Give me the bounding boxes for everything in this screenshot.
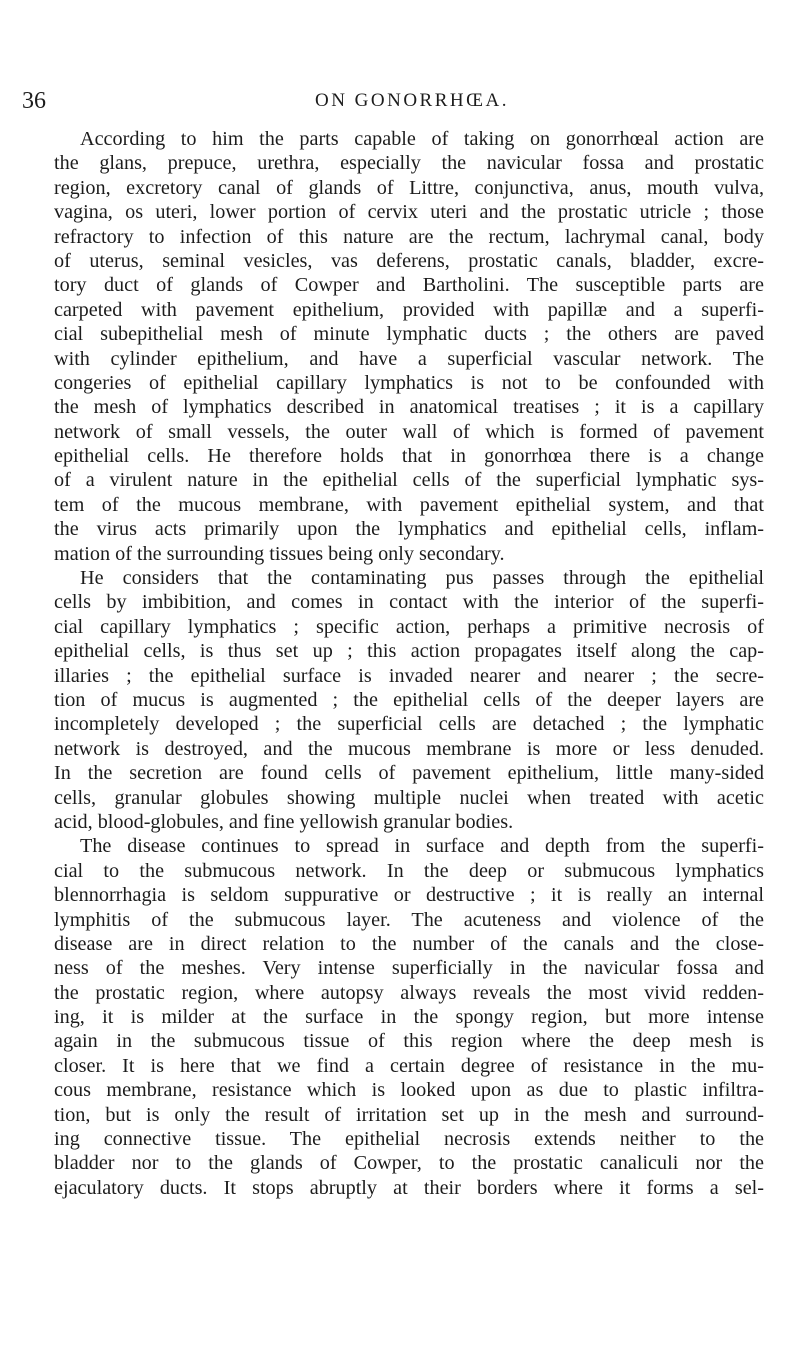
text-line: refractory to infection of this nature are the rectum, lachrymal canal, body bbox=[54, 225, 764, 248]
page-number: 36 bbox=[22, 88, 46, 114]
text-line: tem of the mucous membrane, with pavement epithelial system, and that bbox=[54, 493, 764, 516]
text-line: tion of mucus is augmented ; the epithelial cells of the deeper layers are bbox=[54, 688, 764, 711]
running-title: ON GONORRHŒA. bbox=[314, 90, 509, 111]
text-line: mation of the surrounding tissues being only secondary. bbox=[54, 542, 505, 565]
text-line: In the secretion are found cells of pavement epithelium, little many-sided bbox=[54, 762, 764, 785]
text-line: cial capillary lymphatics ; specific action, perhaps a primitive necrosis of bbox=[54, 615, 764, 638]
text-line: ness of the meshes. Very intense superficially in the navicular fossa and bbox=[54, 957, 764, 980]
text-line: vagina, os uteri, lower portion of cervix uteri and the prostatic utricle ; those bbox=[54, 201, 764, 224]
text-line: cial to the submucous network. In the deep or submucous lymphatics bbox=[54, 859, 764, 882]
text-line: disease are in direct relation to the number of the canals and the close- bbox=[54, 932, 764, 955]
text-line: ing, it is milder at the surface in the spongy region, but more intense bbox=[54, 1006, 764, 1029]
body-text bbox=[54, 127, 764, 1200]
text-line: the mesh of lymphatics described in anatomical treatises ; it is a capillary bbox=[54, 396, 764, 419]
text-line: network is destroyed, and the mucous membrane is more or less denuded. bbox=[54, 737, 764, 760]
text-line: blennorrhagia is seldom suppurative or destructive ; it is really an internal bbox=[54, 884, 764, 907]
text-line: the glans, prepuce, urethra, especially the navicular fossa and prostatic bbox=[54, 152, 764, 175]
text-line: According to him the parts capable of taking on gonorrhœal action are bbox=[80, 128, 764, 150]
text-line: tory duct of glands of Cowper and Bartholini. The susceptible parts are bbox=[54, 274, 764, 297]
text-line: illaries ; the epithelial surface is invaded nearer and nearer ; the secre- bbox=[54, 664, 764, 687]
text-line: network of small vessels, the outer wall of which is formed of pavement bbox=[54, 420, 764, 443]
running-head bbox=[22, 86, 772, 116]
text-line: cells, granular globules showing multiple nuclei when treated with acetic bbox=[54, 786, 764, 809]
text-line: cous membrane, resistance which is looked upon as due to plastic infiltra- bbox=[54, 1079, 764, 1102]
text-line: region, excretory canal of glands of Littre, conjunctiva, anus, mouth vulva, bbox=[54, 176, 764, 199]
text-line: congeries of epithelial capillary lymphatics is not to be confounded with bbox=[54, 371, 764, 394]
text-line: with cylinder epithelium, and have a superficial vascular network. The bbox=[54, 347, 764, 370]
text-line: cells by imbibition, and comes in contact with the interior of the superfi- bbox=[54, 591, 764, 614]
text-line: bladder nor to the glands of Cowper, to the prostatic canaliculi nor the bbox=[54, 1152, 764, 1175]
text-line: epithelial cells, is thus set up ; this action propagates itself along the cap- bbox=[54, 640, 764, 663]
text-line: incompletely developed ; the superficial cells are detached ; the lymphatic bbox=[54, 713, 764, 736]
text-line: tion, but is only the result of irritation set up in the mesh and surround- bbox=[54, 1103, 764, 1126]
text-line: carpeted with pavement epithelium, provided with papillæ and a superfi- bbox=[54, 298, 764, 321]
text-line: the virus acts primarily upon the lymphatics and epithelial cells, inflam- bbox=[54, 518, 764, 541]
text-line: ejaculatory ducts. It stops abruptly at their borders where it forms a sel- bbox=[54, 1176, 764, 1199]
text-line: The disease continues to spread in surface and depth from the superfi- bbox=[80, 835, 764, 858]
text-line: ing connective tissue. The epithelial necrosis extends neither to the bbox=[54, 1128, 764, 1151]
text-line: epithelial cells. He therefore holds that in gonorrhœa there is a change bbox=[54, 445, 764, 468]
text-line: cial subepithelial mesh of minute lymphatic ducts ; the others are paved bbox=[54, 323, 764, 346]
text-line: of a virulent nature in the epithelial cells of the superficial lymphatic sys- bbox=[54, 469, 764, 492]
text-line: acid, blood-globules, and fine yellowish granular bodies. bbox=[54, 810, 514, 833]
text-line: again in the submucous tissue of this region where the deep mesh is bbox=[54, 1030, 764, 1053]
text-line: lymphitis of the submucous layer. The acuteness and violence of the bbox=[54, 908, 764, 931]
text-line: closer. It is here that we find a certain degree of resistance in the mu- bbox=[54, 1054, 764, 1077]
text-line: the prostatic region, where autopsy always reveals the most vivid redden- bbox=[54, 981, 764, 1004]
text-line: of uterus, seminal vesicles, vas deferens, prostatic canals, bladder, excre- bbox=[54, 249, 764, 272]
text-line: He considers that the contaminating pus passes through the epithelial bbox=[80, 567, 764, 590]
